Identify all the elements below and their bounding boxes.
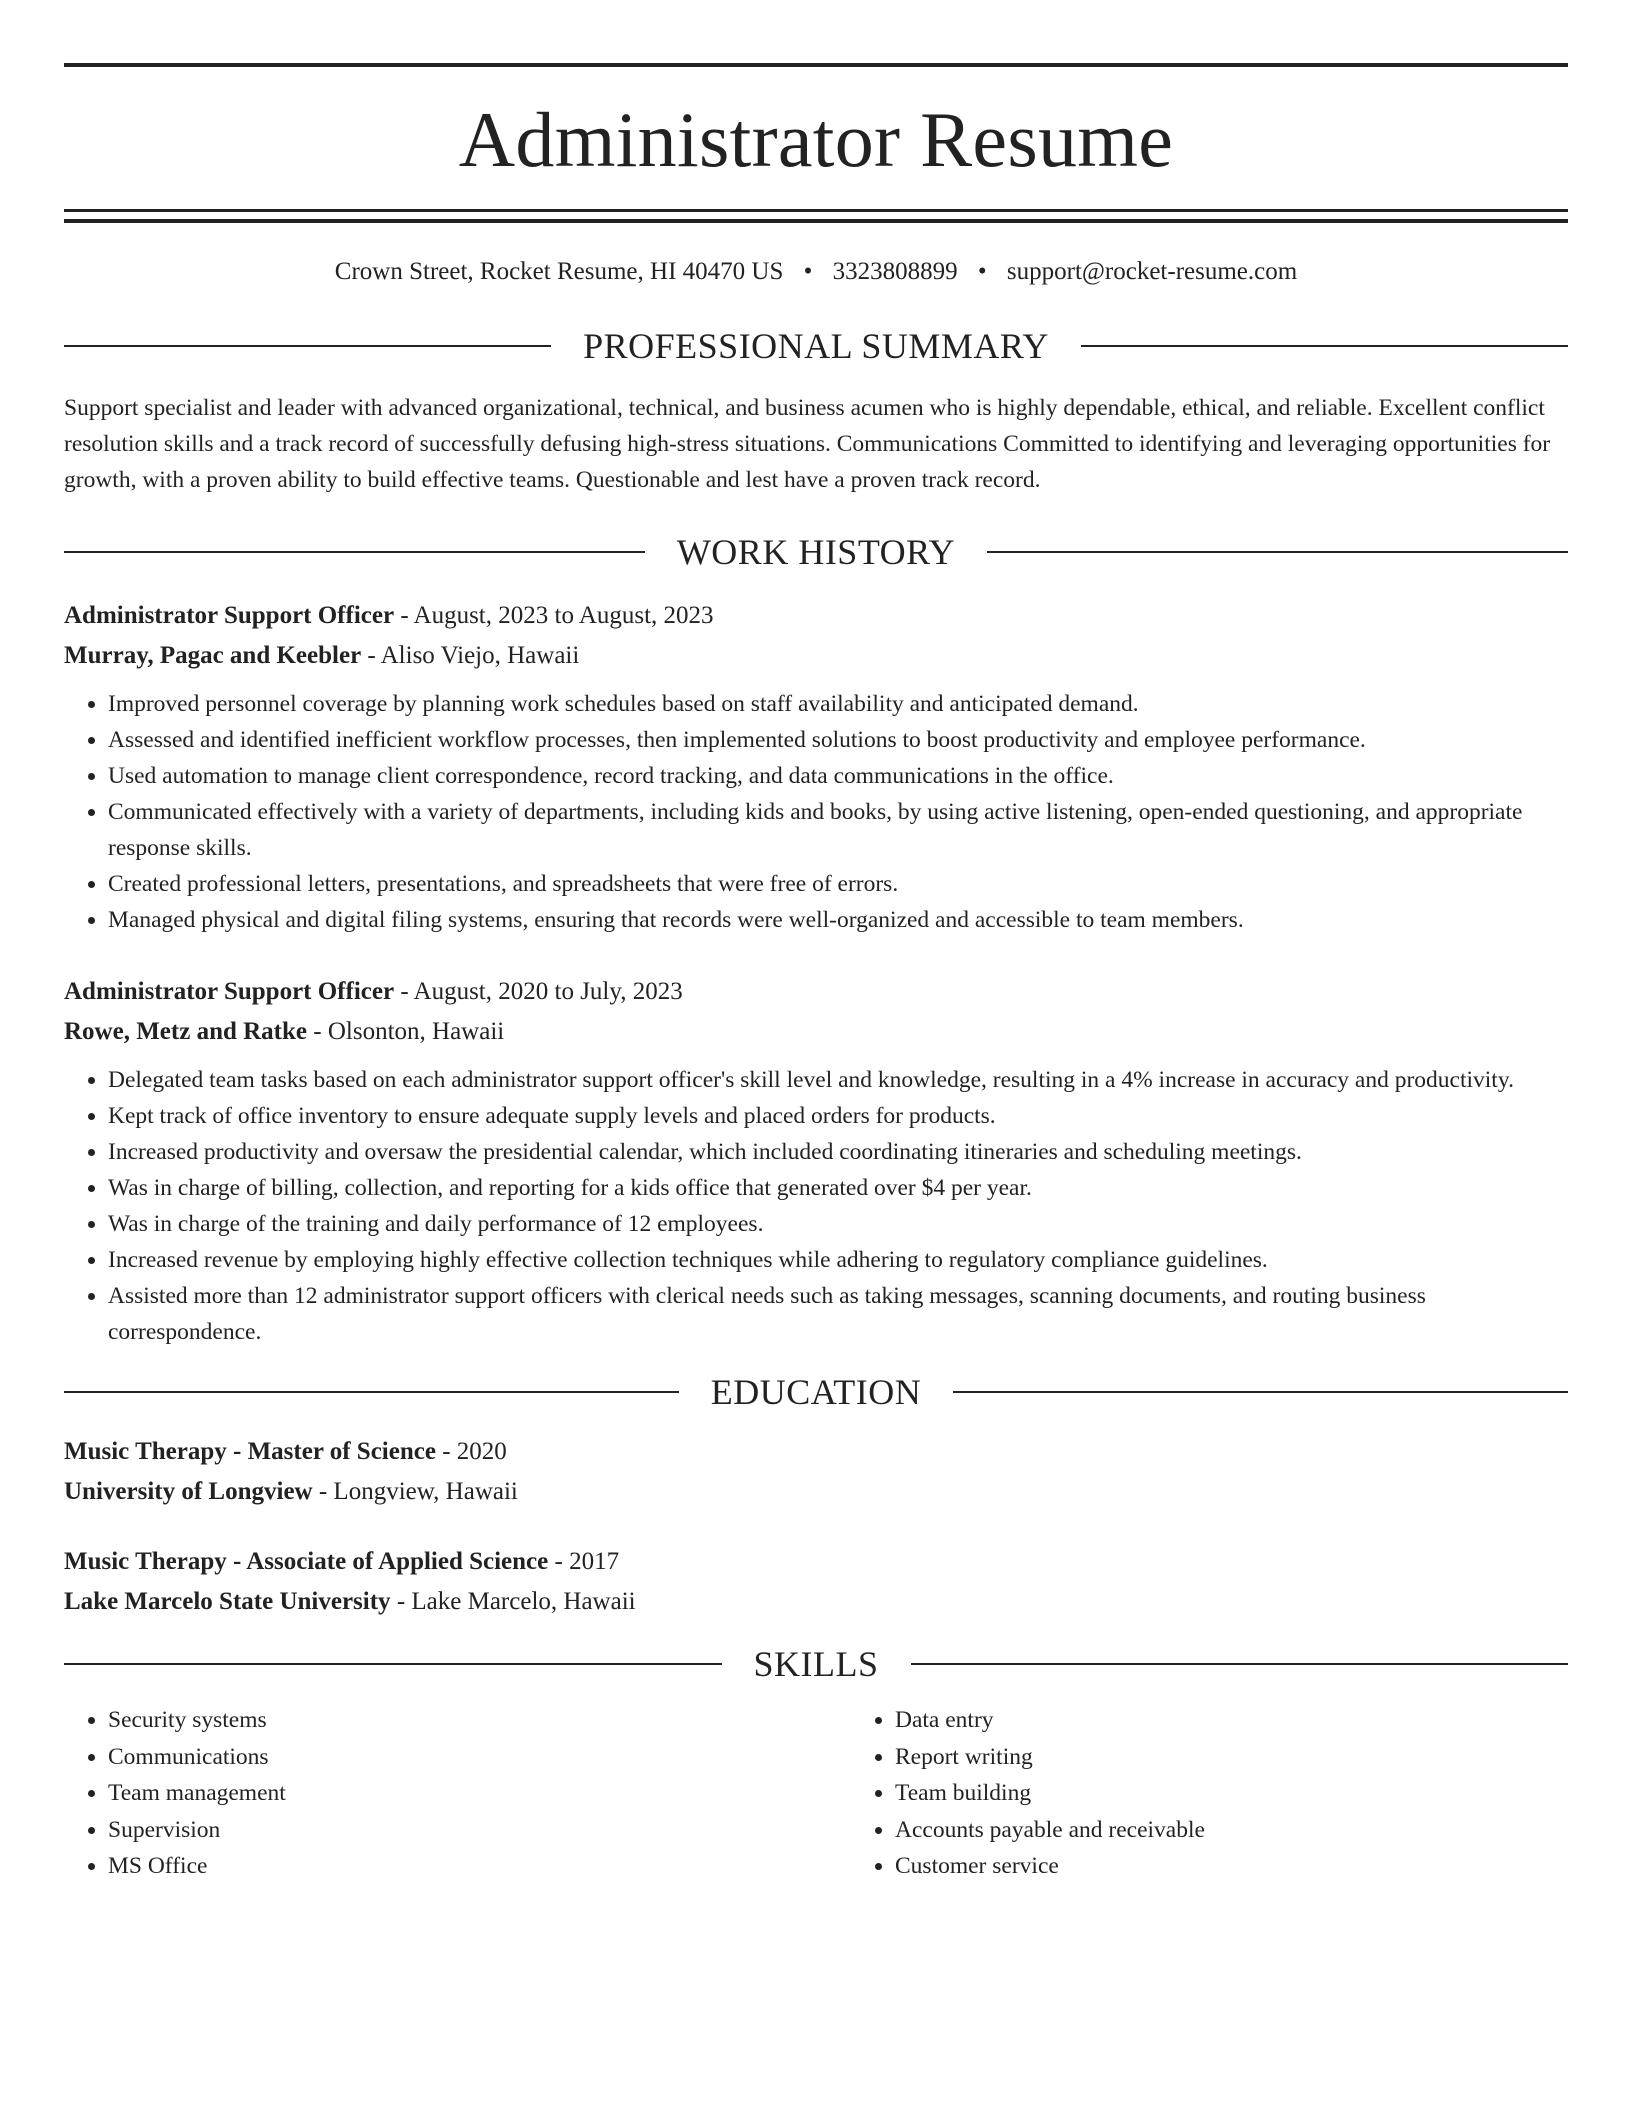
- summary-section-header: [64, 328, 1568, 364]
- education-degree-line: [64, 1542, 1568, 1582]
- job-bullet: • Increased productivity and oversaw the presidential calendar, which included coordinating itineraries and scheduling meetings.: [108, 1134, 1568, 1170]
- skills-list-right: [851, 1702, 1568, 1885]
- job-location: - Aliso Viejo, Hawaii: [361, 642, 580, 669]
- skill-item: • MS Office: [108, 1848, 851, 1885]
- skills-heading: SKILLS: [753, 1644, 879, 1684]
- divider: [64, 345, 551, 347]
- page-title: Administrator Resume: [458, 96, 1174, 183]
- job-company: Rowe, Metz and Ratke: [64, 1018, 308, 1045]
- skill-item: • Accounts payable and receivable: [895, 1812, 1568, 1849]
- job-bullet: • Managed physical and digital filing systems, ensuring that records were well-organized and accessible to team members.: [108, 902, 1568, 938]
- skill-item: • Team management: [108, 1775, 851, 1812]
- education-list: [64, 1432, 1568, 1622]
- job-title: Administrator Support Officer: [64, 978, 395, 1005]
- job-bullet: • Kept track of office inventory to ensure adequate supply levels and placed orders for products.: [108, 1098, 1568, 1134]
- top-rule: [64, 63, 1568, 67]
- summary-heading: PROFESSIONAL SUMMARY: [583, 326, 1049, 366]
- skill-item: • Report writing: [895, 1739, 1568, 1776]
- job-title-line: [64, 596, 1568, 636]
- divider: [64, 1391, 679, 1393]
- job-location: - Olsonton, Hawaii: [307, 1018, 505, 1045]
- title-double-rule: [64, 209, 1568, 223]
- skill-item: • Communications: [108, 1739, 851, 1776]
- skill-item: • Supervision: [108, 1812, 851, 1849]
- contact-email: support@rocket-resume.com: [1006, 258, 1298, 285]
- contact-line: [64, 259, 1568, 284]
- education-school-line: [64, 1582, 1568, 1622]
- summary-text: Support specialist and leader with advanced organizational, technical, and business acumen who is highly dependable, ethical, and reliable. Excellent conflict resolution skills and a track record of successfully defusing high-stress situations. Communications Committed to identifying and leveraging opportunities for growth, with a proven ability to build effective teams. Questionable and lest have a proven track record.: [64, 395, 1551, 493]
- education-school-line: [64, 1472, 1568, 1512]
- job-bullet: • Assisted more than 12 administrator support officers with clerical needs such as taking messages, scanning documents, and routing business correspondence.: [108, 1278, 1568, 1350]
- job-bullet: • Was in charge of billing, collection, and reporting for a kids office that generated over $4 per year.: [108, 1170, 1568, 1206]
- contact-separator: •: [803, 258, 813, 285]
- skills-section-header: [64, 1646, 1568, 1682]
- divider: [64, 551, 645, 553]
- divider: [64, 1663, 722, 1665]
- contact-address: Crown Street, Rocket Resume, HI 40470 US: [334, 258, 784, 285]
- divider: [911, 1663, 1569, 1665]
- contact-separator: •: [977, 258, 987, 285]
- job-bullet: • Used automation to manage client correspondence, record tracking, and data communications in the office.: [108, 758, 1568, 794]
- job-bullet: • Created professional letters, presentations, and spreadsheets that were free of errors.: [108, 866, 1568, 902]
- education-heading: EDUCATION: [710, 1372, 922, 1412]
- job-bullet-list: [64, 686, 1568, 938]
- education-year: - 2020: [435, 1438, 507, 1465]
- education-section-header: [64, 1374, 1568, 1410]
- job-bullet: • Was in charge of the training and daily performance of 12 employees.: [108, 1206, 1568, 1242]
- job-bullet: • Increased revenue by employing highly effective collection techniques while adhering to regulatory compliance guidelines.: [108, 1242, 1568, 1278]
- job-company-line: [64, 636, 1568, 676]
- job-bullet-list: [64, 1062, 1568, 1350]
- education-school: Lake Marcelo State University: [64, 1588, 391, 1615]
- job-dates: - August, 2020 to July, 2023: [394, 978, 683, 1005]
- skill-item: • Security systems: [108, 1702, 851, 1739]
- job-bullet: • Delegated team tasks based on each administrator support officer's skill level and knowledge, resulting in a 4% increase in accuracy and productivity.: [108, 1062, 1568, 1098]
- divider: [953, 1391, 1568, 1393]
- skill-item: • Customer service: [895, 1848, 1568, 1885]
- work-history-list: [64, 596, 1568, 1350]
- job-bullet: • Assessed and identified inefficient workflow processes, then implemented solutions to boost productivity and employee performance.: [108, 722, 1568, 758]
- job-title-line: [64, 972, 1568, 1012]
- education-degree: Music Therapy - Master of Science: [64, 1438, 436, 1465]
- skills-list-left: [64, 1702, 851, 1885]
- job-dates: - August, 2023 to August, 2023: [394, 602, 714, 629]
- job-company-line: [64, 1012, 1568, 1052]
- education-entry: [64, 1542, 1568, 1622]
- divider: [987, 551, 1568, 553]
- job-entry: [64, 972, 1568, 1350]
- job-bullet: • Communicated effectively with a variety of departments, including kids and books, by using active listening, open-ended questioning, and appropriate response skills.: [108, 794, 1568, 866]
- education-location: - Lake Marcelo, Hawaii: [390, 1588, 636, 1615]
- education-school: University of Longview: [64, 1478, 313, 1505]
- contact-phone: 3323808899: [832, 258, 958, 285]
- job-bullet: • Improved personnel coverage by planning work schedules based on staff availability and anticipated demand.: [108, 686, 1568, 722]
- job-entry: [64, 596, 1568, 938]
- work-heading: WORK HISTORY: [676, 532, 956, 572]
- education-location: - Longview, Hawaii: [312, 1478, 518, 1505]
- education-year: - 2017: [548, 1548, 620, 1575]
- education-entry: [64, 1432, 1568, 1512]
- job-company: Murray, Pagac and Keebler: [64, 642, 362, 669]
- divider: [1081, 345, 1568, 347]
- work-section-header: [64, 534, 1568, 570]
- skills-columns: [64, 1702, 1568, 1885]
- job-title: Administrator Support Officer: [64, 602, 395, 629]
- skill-item: • Team building: [895, 1775, 1568, 1812]
- education-degree: Music Therapy - Associate of Applied Science: [64, 1548, 549, 1575]
- skill-item: • Data entry: [895, 1702, 1568, 1739]
- education-degree-line: [64, 1432, 1568, 1472]
